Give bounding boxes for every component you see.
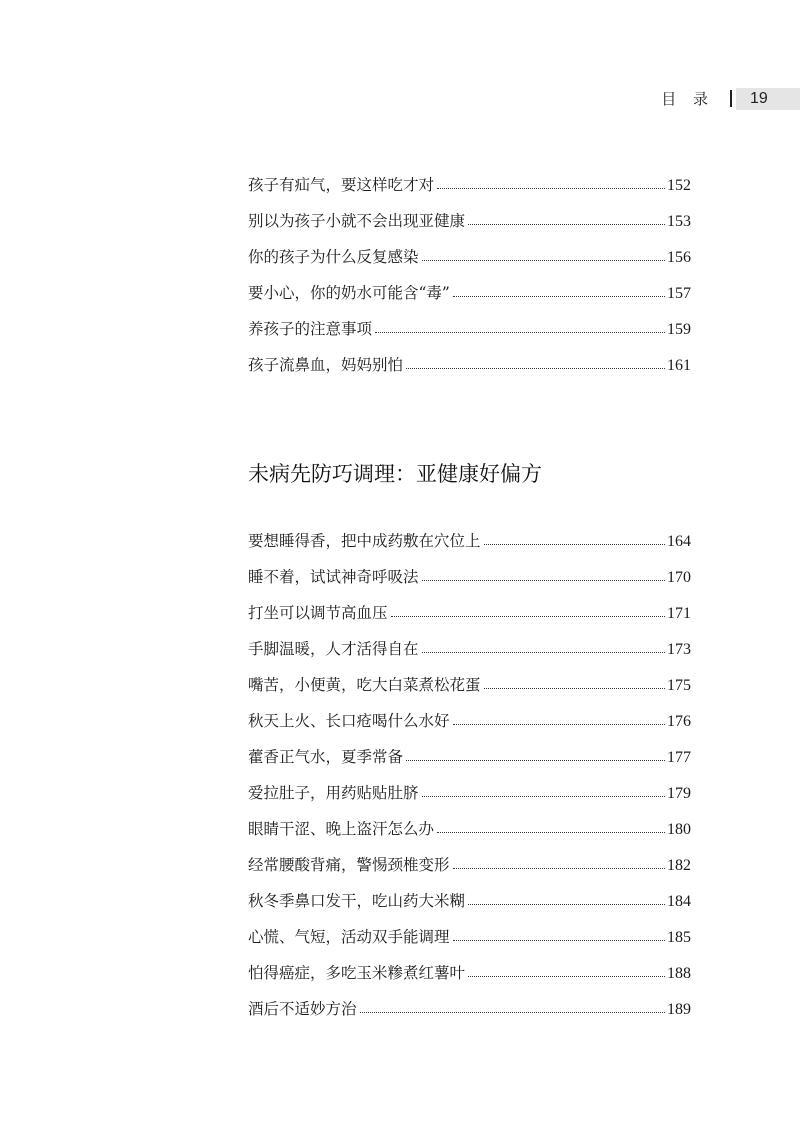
toc-entry-title: 爱拉肚子，用药贴贴肚脐 xyxy=(248,784,419,802)
page-number: 19 xyxy=(750,90,768,107)
dot-leader xyxy=(422,651,665,653)
dot-leader xyxy=(453,295,665,297)
dot-leader xyxy=(484,543,665,545)
toc-entry[interactable] xyxy=(248,955,691,991)
toc-entry-page: 159 xyxy=(667,321,691,338)
toc-entry-title: 手脚温暖，人才活得自在 xyxy=(248,640,419,658)
toc-entry-title: 经常腰酸背痛，警惕颈椎变形 xyxy=(248,856,450,874)
header-divider xyxy=(730,90,732,107)
toc-entry-page: 153 xyxy=(667,213,691,230)
toc-entry[interactable] xyxy=(248,919,691,955)
toc-entry-page: 180 xyxy=(667,821,691,838)
toc-entry[interactable] xyxy=(248,667,691,703)
toc-entry[interactable] xyxy=(248,811,691,847)
toc-entry-title: 睡不着，试试神奇呼吸法 xyxy=(248,568,419,586)
toc-entry[interactable] xyxy=(248,847,691,883)
dot-leader xyxy=(484,687,665,689)
dot-leader xyxy=(422,579,665,581)
toc-entry-title: 孩子流鼻血，妈妈别怕 xyxy=(248,356,404,374)
toc-entry-title: 孩子有疝气，要这样吃才对 xyxy=(248,176,435,194)
toc-entry-title: 别以为孩子小就不会出现亚健康 xyxy=(248,212,466,230)
dot-leader xyxy=(437,187,665,189)
toc-entry-title: 秋天上火、长口疮喝什么水好 xyxy=(248,712,450,730)
toc-entry-page: 179 xyxy=(667,785,691,802)
dot-leader xyxy=(468,975,665,977)
dot-leader xyxy=(406,367,665,369)
toc-entry[interactable] xyxy=(248,203,691,239)
toc-entry-title: 要小心，你的奶水可能含“毒” xyxy=(248,284,450,302)
page-number-band xyxy=(736,88,800,110)
toc-entry[interactable] xyxy=(248,167,691,203)
toc-entry-title: 你的孩子为什么反复感染 xyxy=(248,248,419,266)
dot-leader xyxy=(437,831,665,833)
toc-entry[interactable] xyxy=(248,991,691,1027)
toc-entry[interactable] xyxy=(248,559,691,595)
toc-entry-page: 164 xyxy=(667,533,691,550)
toc-entry-page: 182 xyxy=(667,857,691,874)
toc-entry-page: 188 xyxy=(667,965,691,982)
toc-entry[interactable] xyxy=(248,775,691,811)
toc-entry[interactable] xyxy=(248,239,691,275)
dot-leader xyxy=(391,615,665,617)
dot-leader xyxy=(468,223,665,225)
toc-entry-page: 170 xyxy=(667,569,691,586)
toc-entry[interactable] xyxy=(248,347,691,383)
toc-list-section xyxy=(248,523,691,1027)
section-title: 未病先防巧调理：亚健康好偏方 xyxy=(248,462,542,486)
toc-entry-page: 157 xyxy=(667,285,691,302)
dot-leader xyxy=(360,1011,665,1013)
dot-leader xyxy=(406,759,665,761)
toc-entry-title: 养孩子的注意事项 xyxy=(248,320,373,338)
toc-entry-title: 酒后不适妙方治 xyxy=(248,1000,357,1018)
dot-leader xyxy=(453,867,665,869)
running-head-label: 目 录 xyxy=(661,90,714,108)
toc-entry-page: 161 xyxy=(667,357,691,374)
toc-entry-page: 173 xyxy=(667,641,691,658)
dot-leader xyxy=(422,795,665,797)
toc-entry[interactable] xyxy=(248,883,691,919)
toc-entry-page: 156 xyxy=(667,249,691,266)
toc-entry[interactable] xyxy=(248,595,691,631)
toc-list-top xyxy=(248,167,691,383)
toc-entry-page: 189 xyxy=(667,1001,691,1018)
toc-entry-page: 185 xyxy=(667,929,691,946)
toc-entry[interactable] xyxy=(248,631,691,667)
dot-leader xyxy=(468,903,665,905)
dot-leader xyxy=(453,939,665,941)
toc-entry-title: 要想睡得香，把中成药敷在穴位上 xyxy=(248,532,481,550)
page-header xyxy=(0,88,800,110)
toc-entry-title: 嘴苦，小便黄，吃大白菜煮松花蛋 xyxy=(248,676,481,694)
toc-entry[interactable] xyxy=(248,739,691,775)
toc-entry[interactable] xyxy=(248,275,691,311)
toc-entry-title: 心慌、气短，活动双手能调理 xyxy=(248,928,450,946)
dot-leader xyxy=(375,331,665,333)
toc-entry-page: 152 xyxy=(667,177,691,194)
toc-entry-page: 177 xyxy=(667,749,691,766)
toc-entry-title: 眼睛干涩、晚上盗汗怎么办 xyxy=(248,820,435,838)
toc-entry-title: 秋冬季鼻口发干，吃山药大米糊 xyxy=(248,892,466,910)
toc-entry-page: 176 xyxy=(667,713,691,730)
dot-leader xyxy=(422,259,665,261)
toc-entry-title: 打坐可以调节高血压 xyxy=(248,604,388,622)
toc-entry-page: 175 xyxy=(667,677,691,694)
toc-entry[interactable] xyxy=(248,523,691,559)
toc-entry[interactable] xyxy=(248,703,691,739)
toc-entry-title: 怕得癌症，多吃玉米糁煮红薯叶 xyxy=(248,964,466,982)
toc-entry[interactable] xyxy=(248,311,691,347)
toc-entry-page: 184 xyxy=(667,893,691,910)
dot-leader xyxy=(453,723,665,725)
toc-entry-title: 藿香正气水，夏季常备 xyxy=(248,748,404,766)
toc-entry-page: 171 xyxy=(667,605,691,622)
